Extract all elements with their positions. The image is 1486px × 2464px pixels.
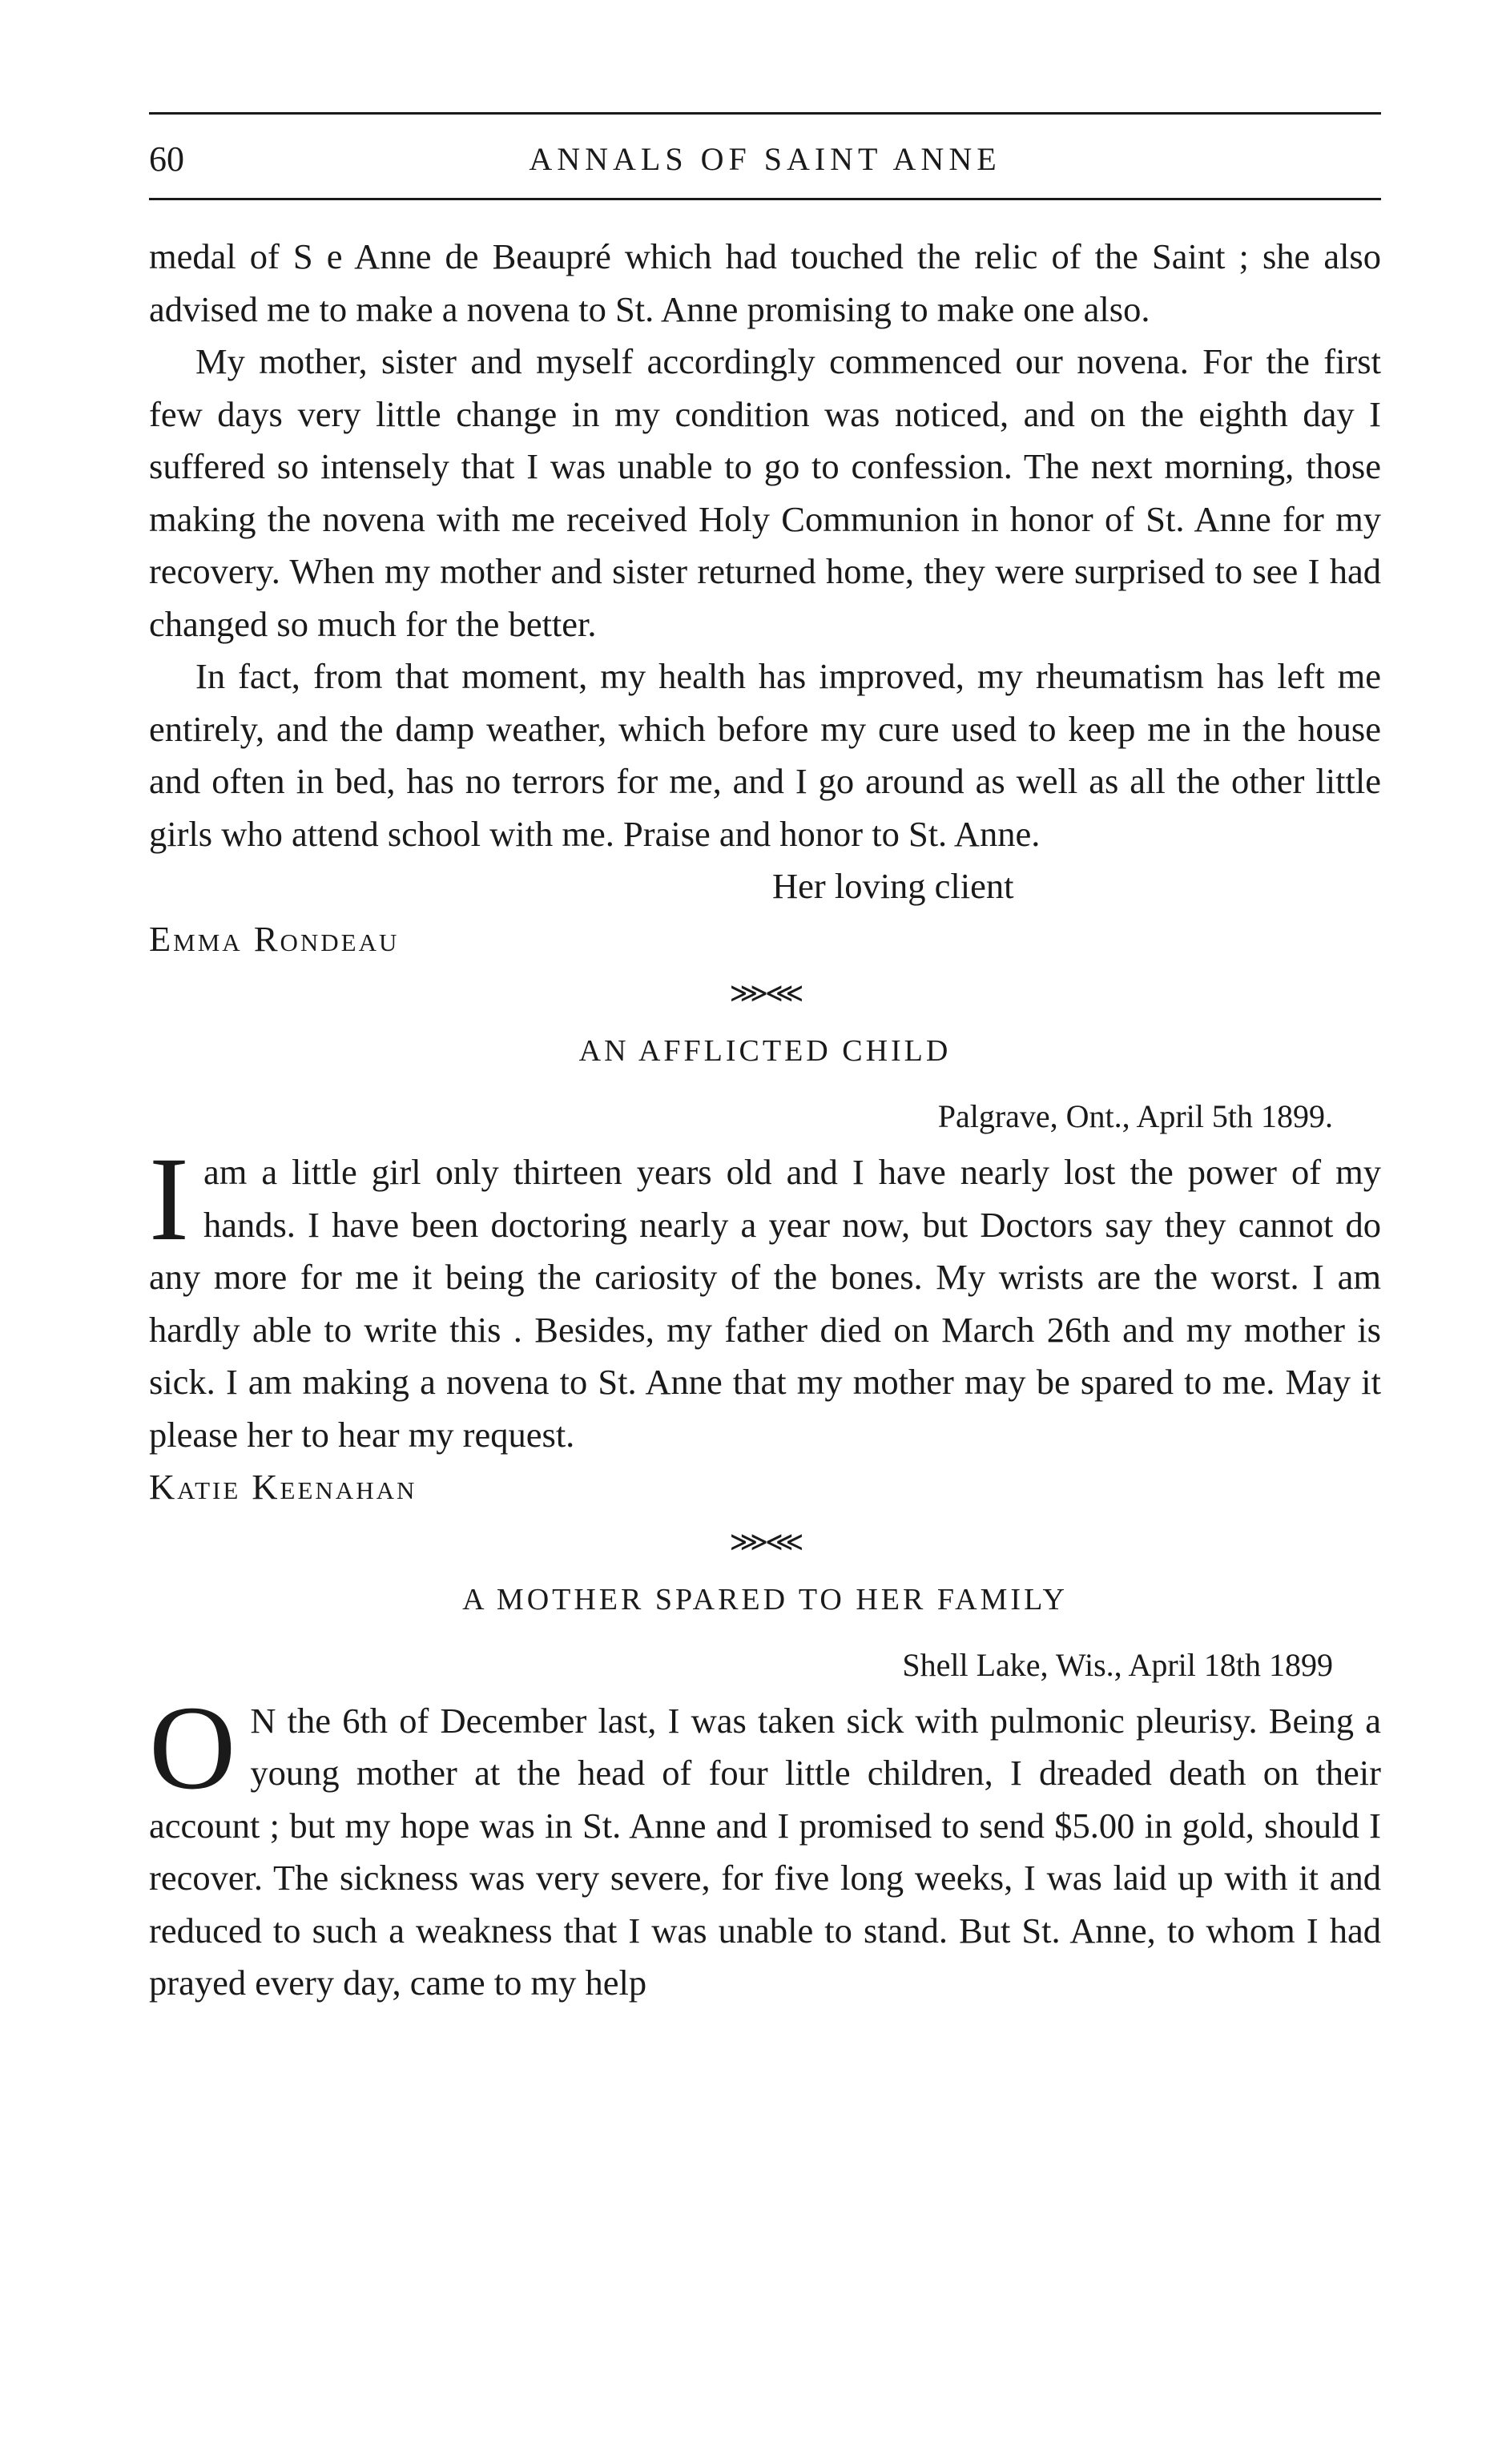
letter-katie-keenahan — [149, 1133, 1381, 1514]
header-rule-bottom — [149, 198, 1381, 200]
paragraph-text: N the 6th of December last, I was taken sick with pulmonic pleurisy. Being a young mother at the head of four little children, I dreaded death on their account ; but my hope was in St. Anne and I promised to send $5.00 in gold, should I recover. The sickness was very severe, for five long weeks, I was laid up with it and reduced to such a weakness that I was unable to stand. But St. Anne, to whom I had prayed every day, came to my help — [149, 1700, 1381, 2003]
paragraph: medal of S e Anne de Beaupré which had touched the relic of the Saint ; she also advised me to make a novena to St. Anne promising to make one also. — [149, 236, 1381, 329]
paragraph: In fact, from that moment, my health has improved, my rheumatism has left me entirely, and the damp weather, which before my cure used to keep me in the house and often in bed, has no terrors for me, and I go around as well as all the other little girls who attend school with me. Praise and honor to St. Anne. — [149, 656, 1381, 854]
header-rule-top — [149, 112, 1381, 115]
paragraph-text: am a little girl only thirteen years old and I have nearly lost the power of my hands. I have been doctoring nearly a year now, but Doctors say they cannot do any more for me it being the cariosity of the bones. My wrists are the worst. I am hardly able to write this . Besides, my father died on March 26th and my mother is sick. I am making a novena to St. Anne that my mother may be spared to me. May it please her to hear my request. — [149, 1152, 1381, 1455]
letter-mother-spared — [149, 1681, 1381, 2010]
dateline: Palgrave, Ont., April 5th 1899. — [937, 1098, 1333, 1134]
signature: Emma Rondeau — [149, 918, 400, 959]
salutation: Her loving client — [772, 866, 1014, 906]
paragraph: My mother, sister and myself accordingly commenced our novena. For the first few days very little change in my condition was noticed, and on the eighth day I suffered so intensely that I was unable to go to confession. The next morning, those making the novena with me received Holy Communion in honor of St. Anne for my recovery. When my mother and sister returned home, they were surprised to see I had changed so much for the better. — [149, 341, 1381, 644]
paragraph — [149, 1133, 1381, 1461]
letter-emma-rondeau — [149, 231, 1381, 965]
drop-cap: I — [149, 1133, 189, 1266]
paragraph — [149, 1681, 1381, 2010]
ornament-divider: ⋙⋘ — [729, 1527, 801, 1557]
drop-cap: O — [149, 1681, 236, 1814]
page-number: 60 — [149, 139, 184, 179]
section-title: A MOTHER SPARED TO HER FAMILY — [462, 1582, 1068, 1616]
running-head — [149, 139, 1381, 180]
signature: Katie Keenahan — [149, 1467, 417, 1507]
dateline: Shell Lake, Wis., April 18th 1899 — [902, 1646, 1333, 1683]
page — [149, 112, 1381, 2010]
section-title: AN AFFLICTED CHILD — [578, 1034, 952, 1068]
ornament-divider: ⋙⋘ — [729, 979, 801, 1009]
running-title: ANNALS OF SAINT ANNE — [529, 141, 1001, 177]
